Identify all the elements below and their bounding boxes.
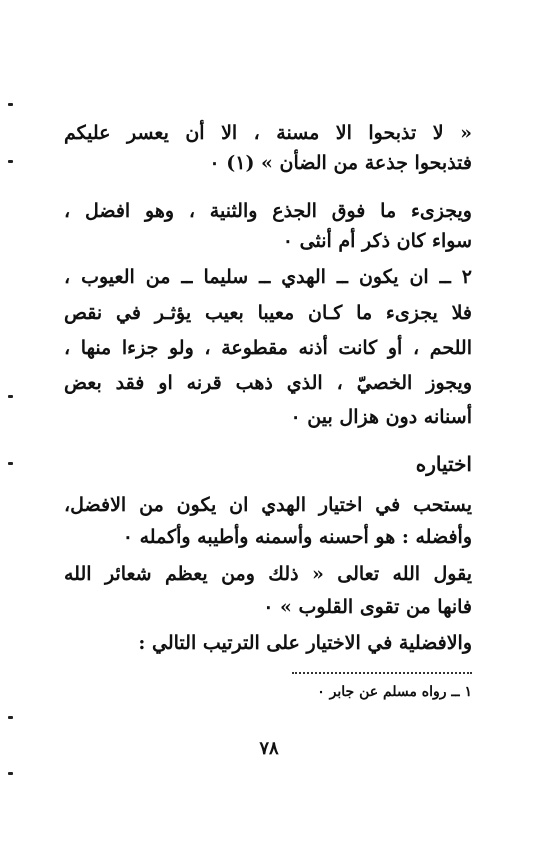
margin-mark	[8, 716, 13, 719]
body-line: والافضلية في الاختيار على الترتيب التالي :	[138, 632, 472, 654]
body-line: اللحم ، أو كانت أذنه مقطوعة ، ولو جزءا منها ،	[64, 337, 472, 359]
margin-mark	[8, 462, 13, 465]
margin-mark	[8, 395, 13, 398]
margin-mark	[8, 772, 13, 775]
page-number: ٧٨	[259, 738, 279, 759]
body-line: وأفضله : هو أحسنه وأسمنه وأطيبه وأكمله ٠	[122, 526, 472, 548]
body-line: ٢ ــ ان يكون ــ الهدي ــ سليما ــ من العيوب ،	[64, 266, 472, 288]
footnote: ١ ــ رواه مسلم عن جابر ٠	[317, 684, 472, 700]
footnote-separator	[292, 672, 472, 674]
margin-mark	[8, 103, 13, 106]
body-line: فتذبحوا جذعة من الضأن » (١) ٠	[209, 152, 472, 174]
body-line: فانها من تقوى القلوب » ٠	[263, 596, 472, 618]
margin-mark	[8, 160, 13, 163]
section-heading: اختياره	[415, 452, 472, 476]
body-line: سواء كان ذكر أم أنثى ٠	[282, 230, 472, 252]
body-line: فلا يجزىء ما كـان معيبا بعيب يؤثـر في نقص	[64, 302, 472, 324]
body-line: يستحب في اختيار الهدي ان يكون من الافضل،	[64, 494, 472, 516]
body-line: « لا تذبحوا الا مسنة ، الا أن يعسر عليكم	[64, 122, 472, 144]
body-line: ويجزىء ما فوق الجذع والثنية ، وهو افضل ،	[64, 200, 472, 222]
body-line: أسنانه دون هزال بين ٠	[290, 406, 472, 428]
body-line: يقول الله تعالى « ذلك ومن يعظم شعائر الله	[64, 563, 472, 585]
body-line: ويجوز الخصيّ ، الذي ذهب قرنه او فقد بعض	[64, 372, 472, 394]
